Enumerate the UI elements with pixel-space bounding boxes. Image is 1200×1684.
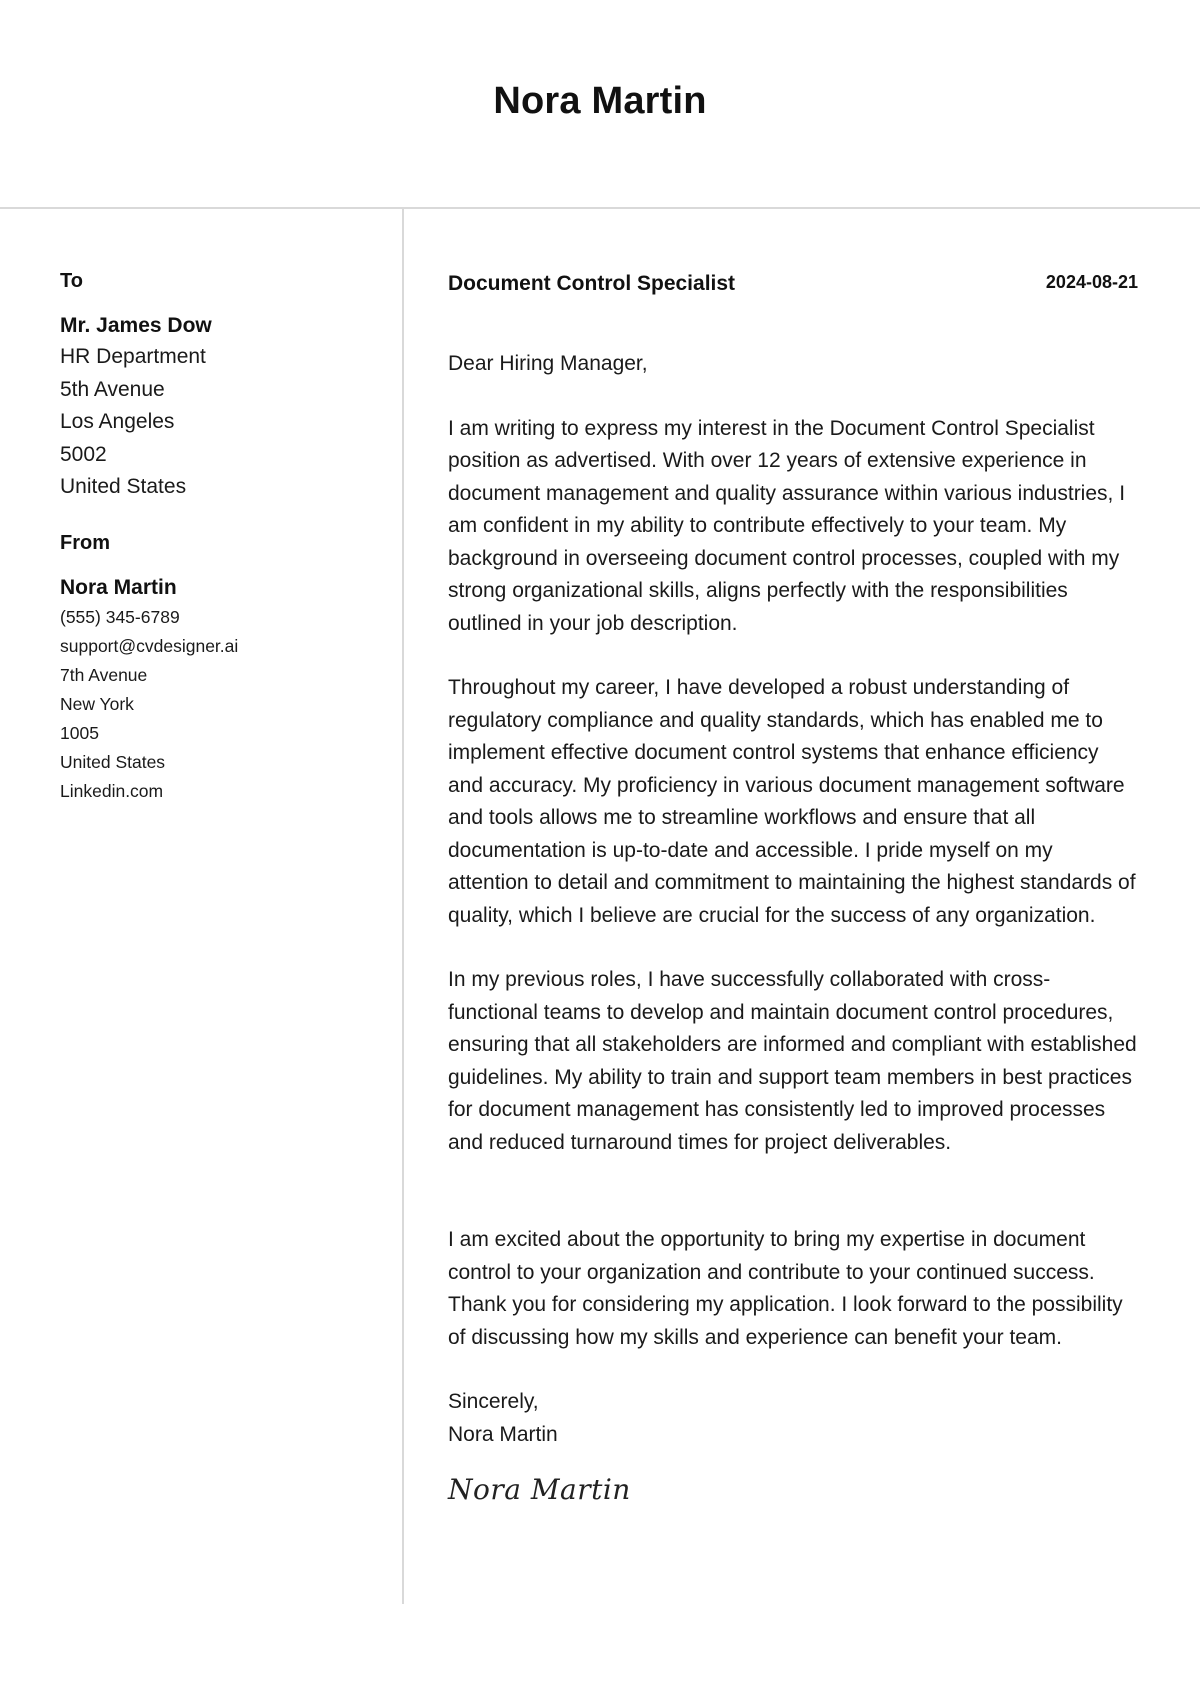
from-label: From [60, 531, 110, 554]
sender-postal-code: 1005 [60, 722, 99, 743]
letter-paragraph: In my previous roles, I have successfully collaborated with cross-functional teams to develop and maintain document control procedures, ensuring that all stakeholders are informed and compliant with established guidelines. My ability to train and support team members in best practices for document management has consistently led to improved processes and reduced turnaround times for project deliverables. [448, 968, 1137, 1154]
address-sidebar [60, 270, 380, 806]
applicant-name-heading: Nora Martin [493, 80, 707, 122]
letter-heading-row [448, 272, 1138, 308]
closing-block [448, 1386, 1138, 1451]
handwritten-signature: Nora Martin [448, 1473, 631, 1506]
recipient-city: Los Angeles [60, 410, 175, 433]
recipient-name: Mr. James Dow [60, 314, 212, 337]
recipient-country: United States [60, 475, 187, 498]
letter-paragraph: Throughout my career, I have developed a robust understanding of regulatory compliance and quality standards, which has enabled me to implement effective document control systems that enhance efficiency and accuracy. My proficiency in various document management software and tools allows me to streamline workflows and ensure that all documentation is up-to-date and accessible. I pride myself on my attention to detail and commitment to maintaining the highest standards of quality, which I believe are crucial for the success of any organization. [448, 676, 1136, 927]
sender-street: 7th Avenue [60, 664, 148, 685]
sender-city: New York [60, 693, 134, 714]
recipient-postal-code: 5002 [60, 442, 107, 466]
letter-body [448, 272, 1138, 1506]
column-divider [402, 209, 404, 1604]
recipient-department: HR Department [60, 345, 206, 368]
closing-name: Nora Martin [448, 1422, 558, 1446]
sender-name: Nora Martin [60, 575, 177, 599]
letter-paragraph: I am excited about the opportunity to bring my expertise in document control to your organization and contribute to your continued success. Thank you for considering my application. I look forward to the possibility of discussing how my skills and experience can benefit your team. [448, 1228, 1123, 1349]
sender-block [60, 532, 380, 806]
recipient-block [60, 270, 380, 504]
job-title: Document Control Specialist [448, 272, 736, 295]
sender-linkedin: Linkedin.com [60, 780, 164, 801]
sender-phone: (555) 345-6789 [60, 606, 180, 627]
sender-email: support@cvdesigner.ai [60, 635, 239, 656]
letter-date: 2024-08-21 [1045, 272, 1138, 292]
page-header [0, 0, 1200, 209]
salutation: Dear Hiring Manager, [448, 352, 648, 375]
closing-phrase: Sincerely, [448, 1390, 539, 1413]
sender-country: United States [60, 751, 166, 772]
letter-paragraph: I am writing to express my interest in the Document Control Specialist position as advertised. With over 12 years of extensive experience in document management and quality assurance within various industries, I am confident in my ability to contribute effectively to your team. My background in overseeing document control processes, coupled with my strong organizational skills, aligns perfectly with the responsibilities outlined in your job description. [448, 416, 1126, 635]
recipient-street: 5th Avenue [60, 377, 165, 401]
to-label: To [60, 270, 83, 292]
